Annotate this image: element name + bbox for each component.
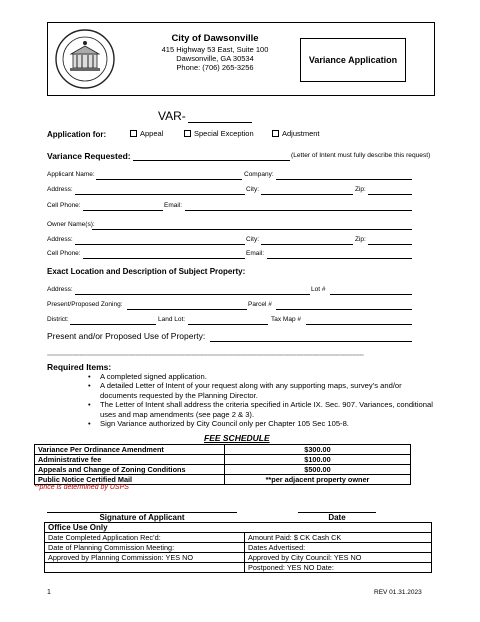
table-row <box>35 465 411 475</box>
owner-email-field[interactable] <box>267 258 412 259</box>
office-cell: Approved by City Council: YES NO <box>245 553 432 563</box>
owner-address-field[interactable] <box>75 244 245 245</box>
owner-zip-field[interactable] <box>368 244 412 245</box>
fee-amount: $100.00 <box>225 455 411 465</box>
company-field[interactable] <box>276 179 412 180</box>
applicant-address-field[interactable] <box>75 194 245 195</box>
property-use-label: Present and/or Proposed Use of Property: <box>47 331 206 341</box>
required-item: • A detailed Letter of Intent of your request along with any supporting maps, survey’s and/or documents requested by the Planning Director. <box>88 381 402 400</box>
revision-label: REV 01.31.2023 <box>374 589 422 596</box>
office-cell: Dates Advertised: <box>245 543 432 553</box>
owner-names-label: Owner Name(s): <box>47 221 95 228</box>
owner-email-label: Email: <box>246 250 265 257</box>
signature-date-label: Date <box>328 513 346 522</box>
table-row <box>35 445 411 455</box>
variance-requested-field[interactable] <box>133 160 290 161</box>
applicant-email-label: Email: <box>164 202 183 209</box>
table-row <box>45 563 432 573</box>
var-number-field[interactable] <box>188 122 252 123</box>
fee-amount: $300.00 <box>225 445 411 455</box>
required-item: • The Letter of Intent shall address the criteria specified in Article IX. Sec. 907. Variances, conditional uses and map amendments (see page 2 & 3). <box>88 400 433 419</box>
office-use-table <box>44 522 432 573</box>
tax-map-label: Tax Map # <box>271 316 301 323</box>
zoning-field[interactable] <box>127 309 247 310</box>
office-cell: Amount Paid: $ CK Cash CK <box>245 533 432 543</box>
special-exception-label: Special Exception <box>194 129 254 138</box>
appeal-checkbox[interactable] <box>130 130 137 137</box>
fee-amount: **per adjacent property owner <box>225 475 411 485</box>
district-field[interactable] <box>70 324 156 325</box>
property-heading: Exact Location and Description of Subject Property: <box>47 267 246 276</box>
applicant-zip-label: Zip: <box>355 186 366 193</box>
office-cell: Postponed: YES NO Date: <box>245 563 432 573</box>
land-lot-field[interactable] <box>188 324 268 325</box>
applicant-address-label: Address: <box>47 186 73 193</box>
owner-cell-field[interactable] <box>83 258 245 259</box>
fee-item: Variance Per Ordinance Amendment <box>35 445 225 455</box>
owner-cell-label: Cell Phone: <box>47 250 81 257</box>
table-row <box>35 475 411 485</box>
section-divider: ======================================================================================================================================== <box>47 352 364 357</box>
zoning-label: Present/Proposed Zoning: <box>47 301 123 308</box>
var-label: VAR- <box>158 109 186 123</box>
appeal-label: Appeal <box>140 129 164 138</box>
parcel-label: Parcel # <box>248 301 272 308</box>
land-lot-label: Land Lot: <box>158 316 186 323</box>
applicant-city-field[interactable] <box>261 194 353 195</box>
applicant-zip-field[interactable] <box>368 194 412 195</box>
special-exception-checkbox[interactable] <box>184 130 191 137</box>
city-name: City of Dawsonville <box>171 33 259 44</box>
owner-city-field[interactable] <box>261 244 353 245</box>
option-special-exception[interactable] <box>184 129 254 138</box>
table-row <box>45 523 432 533</box>
adjustment-label: Adjustment <box>282 129 320 138</box>
fee-amount: $500.00 <box>225 465 411 475</box>
property-address-field[interactable] <box>75 294 310 295</box>
applicant-city-label: City: <box>246 186 259 193</box>
fee-item: Appeals and Change of Zoning Conditions <box>35 465 225 475</box>
applicant-cell-label: Cell Phone: <box>47 202 81 209</box>
option-appeal[interactable] <box>130 129 163 138</box>
owner-city-label: City: <box>246 236 259 243</box>
parcel-field[interactable] <box>276 309 412 310</box>
office-use-title: Office Use Only <box>45 523 432 533</box>
fee-schedule-title: FEE SCHEDULE <box>204 433 270 443</box>
office-cell: Date of Planning Commission Meeting: <box>45 543 245 553</box>
form-title: Variance Application <box>308 55 398 65</box>
office-cell: Date Completed Application Rec’d: <box>45 533 245 543</box>
applicant-name-label: Applicant Name: <box>47 171 95 178</box>
office-cell: Approved by Planning Commission: YES NO <box>45 553 245 563</box>
office-cell <box>45 563 245 573</box>
option-adjustment[interactable] <box>272 129 320 138</box>
application-for-label: Application for: <box>47 130 107 139</box>
required-item: • Sign Variance authorized by City Council only per Chapter 105 Sec 105-8. <box>88 419 349 429</box>
variance-requested-label: Variance Requested: <box>47 151 131 161</box>
owner-zip-label: Zip: <box>355 236 366 243</box>
page-number: 1 <box>47 589 51 596</box>
required-item: • A completed signed application. <box>88 372 207 381</box>
property-use-field[interactable] <box>210 341 412 342</box>
adjustment-checkbox[interactable] <box>272 130 279 137</box>
owner-address-label: Address: <box>47 236 73 243</box>
lot-field[interactable] <box>330 294 412 295</box>
city-seal-logo <box>54 28 116 90</box>
signature-of-applicant-label: Signature of Applicant <box>99 513 185 522</box>
tax-map-field[interactable] <box>306 324 412 325</box>
table-row <box>35 455 411 465</box>
lot-label: Lot # <box>311 286 326 293</box>
applicant-email-field[interactable] <box>185 210 412 211</box>
table-row <box>45 543 432 553</box>
applicant-name-field[interactable] <box>96 179 242 180</box>
usps-footnote: **price is determined by USPS <box>34 484 129 491</box>
district-label: District: <box>47 316 69 323</box>
property-address-label: Address: <box>47 286 73 293</box>
table-row <box>45 533 432 543</box>
city-phone: Phone: (706) 265-3256 <box>176 63 254 72</box>
applicant-cell-field[interactable] <box>83 210 163 211</box>
letter-of-intent-note: (Letter of Intent must fully describe this request) <box>291 152 431 159</box>
city-address-1: 415 Highway 53 East, Suite 100 <box>161 45 269 54</box>
required-items-list <box>88 372 438 428</box>
company-label: Company: <box>244 171 274 178</box>
fee-item: Administrative fee <box>35 455 225 465</box>
table-row <box>45 553 432 563</box>
fee-item: Public Notice Certified Mail <box>35 475 225 485</box>
city-address-2: Dawsonville, GA 30534 <box>176 54 254 63</box>
required-items-heading: Required Items: <box>47 362 112 372</box>
owner-names-field[interactable] <box>92 229 412 230</box>
fee-schedule-table <box>34 444 411 485</box>
